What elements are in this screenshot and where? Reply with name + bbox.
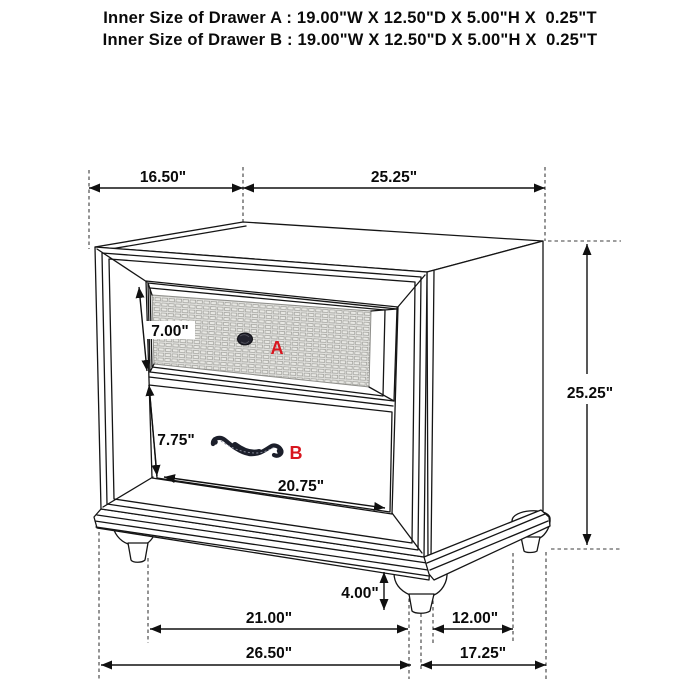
dimension-overall-depth [421,645,546,665]
dimension-top-depth [89,169,243,188]
dimension-front-leg-span [150,610,408,629]
dimension-side-leg-span-value: 12.00" [451,610,499,627]
dimension-top-width [243,169,545,188]
dimension-overall-width-value: 26.50" [245,645,293,662]
dimension-leg-height [341,572,384,610]
dimension-leg-height-value: 4.00" [341,585,379,602]
dimension-top-width-value: 25.25" [370,169,418,186]
dimension-overall-depth-value: 17.25" [459,645,507,662]
dimension-drawer-b-width-value: 20.75" [277,478,325,495]
drawer-b-label: B [289,443,303,463]
dimension-overall-height [567,244,613,545]
dimension-drawer-b-height-value: 7.75" [157,432,195,449]
dimension-overall-height-value: 25.25" [566,385,614,402]
drawer-a-knob [238,333,253,345]
drawer-a-label: A [270,338,284,358]
nightstand-drawing [94,222,550,613]
dimension-front-leg-span-value: 21.00" [245,610,293,627]
header-line-drawer-b: Inner Size of Drawer B : 19.00"W X 12.50"D X 5.00"H X 0.25"T [102,31,598,49]
dimension-side-leg-span [433,610,513,629]
dimension-overall-width [101,645,411,665]
dimension-drawer-a-height-value: 7.00" [151,323,189,340]
dimension-top-depth-value: 16.50" [139,169,187,186]
header-line-drawer-a: Inner Size of Drawer A : 19.00"W X 12.50"D X 5.00"H X 0.25"T [103,9,597,27]
